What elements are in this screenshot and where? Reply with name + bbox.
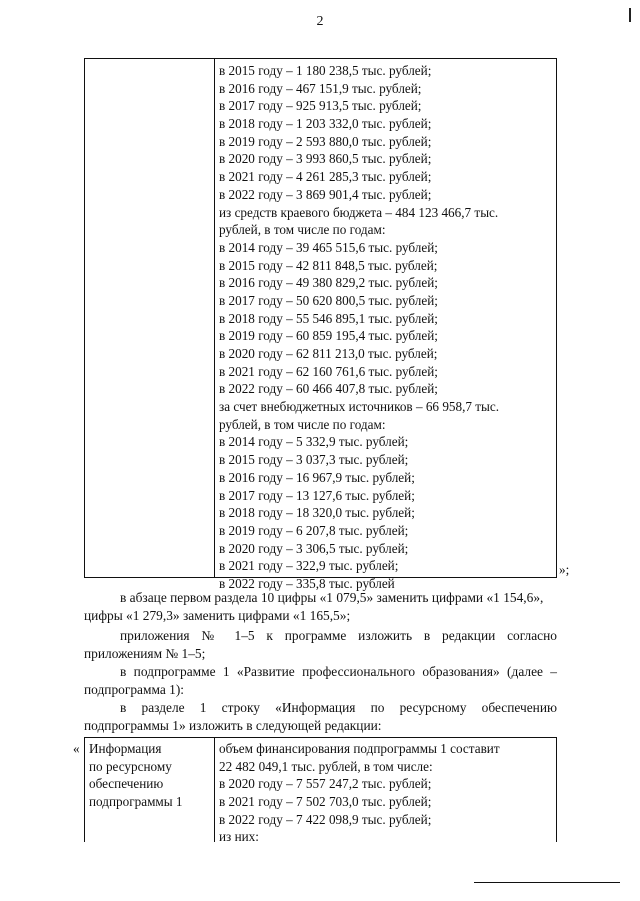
paragraph-appendices: [84, 627, 557, 662]
table-line: в 2019 году – 2 593 880,0 тыс. рублей;: [219, 133, 432, 149]
table-line: в 2021 году – 322,9 тыс. рублей;: [219, 558, 399, 574]
paragraph-line: в абзаце первом раздела 10 цифры «1 079,5» заменить цифрами «1 154,6»,: [120, 590, 544, 605]
table-column-divider: [214, 738, 215, 842]
table-line: в 2019 году – 6 207,8 тыс. рублей;: [219, 522, 409, 538]
opening-quote: «: [73, 741, 80, 756]
table-line: в 2020 году – 62 811 213,0 тыс. рублей;: [219, 346, 438, 361]
table-line: из средств краевого бюджета – 484 123 466,7 тыс.: [219, 204, 499, 220]
table-line: в 2014 году – 5 332,9 тыс. рублей;: [219, 434, 409, 450]
table-line: в 2021 году – 7 502 703,0 тыс. рублей;: [219, 794, 432, 810]
table-line: в 2020 году – 3 993 860,5 тыс. рублей;: [219, 151, 432, 167]
table-line: в 2017 году – 13 127,6 тыс. рублей;: [219, 487, 415, 503]
paragraph-line: подпрограммы 1» изложить в следующей редакции:: [84, 717, 382, 733]
table-line: в 2022 году – 3 869 901,4 тыс. рублей;: [219, 186, 432, 202]
table-line: в 2014 году – 39 465 515,6 тыс. рублей;: [219, 239, 438, 255]
table-line: в 2017 году – 925 913,5 тыс. рублей;: [219, 98, 422, 114]
table-line: в 2015 году – 3 037,3 тыс. рублей;: [219, 452, 409, 468]
paragraph-line: подпрограмма 1):: [84, 681, 184, 697]
table-line: в 2016 году – 467 151,9 тыс. рублей;: [219, 80, 422, 96]
table-line: в 2021 году – 4 261 285,3 тыс. рублей;: [219, 169, 432, 185]
closing-quote: »;: [559, 562, 570, 577]
page-number: 2: [316, 14, 324, 29]
table-line: в 2018 году – 1 203 332,0 тыс. рублей;: [219, 116, 432, 132]
paragraph-section-10: [84, 589, 557, 624]
funding-lines: [219, 62, 555, 593]
table-label-cell: [89, 740, 211, 811]
edge-mark: [629, 8, 631, 22]
paragraph-line: в подпрограмме 1 «Развитие профессионального образования» (далее –: [120, 664, 557, 679]
table-line: рублей, в том числе по годам:: [219, 416, 386, 432]
table-line: 22 482 049,1 тыс. рублей, в том числе:: [219, 758, 433, 774]
table-line: рублей, в том числе по годам:: [219, 222, 386, 238]
paragraph-line: в разделе 1 строку «Информация по ресурсному обеспечению: [120, 700, 557, 715]
table-line: в 2020 году – 7 557 247,2 тыс. рублей;: [219, 776, 432, 792]
table-column-divider: [214, 59, 215, 577]
paragraph-line: приложения № 1–5 к программе изложить в редакции согласно: [120, 628, 557, 643]
table-line: объем финансирования подпрограммы 1 составит: [219, 741, 500, 756]
paragraph-subprogram-1: [84, 663, 557, 698]
resource-table: [84, 737, 557, 845]
table-value-cell: [219, 740, 555, 846]
table-line: в 2019 году – 60 859 195,4 тыс. рублей;: [219, 328, 438, 344]
footer-rule: [474, 882, 620, 883]
table-line: в 2022 году – 7 422 098,9 тыс. рублей;: [219, 811, 432, 827]
paragraph-section-1: [84, 699, 557, 734]
table-line: в 2015 году – 42 811 848,5 тыс. рублей;: [219, 257, 438, 273]
table-line: в 2018 году – 55 546 895,1 тыс. рублей;: [219, 310, 438, 326]
table-line: в 2017 году – 50 620 800,5 тыс. рублей;: [219, 292, 438, 308]
table-line: в 2016 году – 16 967,9 тыс. рублей;: [219, 469, 415, 485]
table-line: из них:: [219, 829, 259, 845]
table-line: в 2021 году – 62 160 761,6 тыс. рублей;: [219, 363, 438, 379]
table-label-line: по ресурсному: [89, 758, 172, 774]
table-line: в 2018 году – 18 320,0 тыс. рублей;: [219, 505, 415, 521]
table-line: в 2016 году – 49 380 829,2 тыс. рублей;: [219, 275, 438, 291]
table-line: в 2022 году – 335,8 тыс. рублей: [219, 575, 395, 591]
table-label-line: подпрограммы 1: [89, 794, 183, 810]
funding-table: [84, 58, 570, 591]
table-line: в 2015 году – 1 180 238,5 тыс. рублей;: [219, 63, 432, 78]
paragraph-line: цифры «1 279,3» заменить цифрами «1 165,5»;: [84, 607, 351, 623]
table-label-line: обеспечению: [89, 776, 164, 792]
table-line: за счет внебюджетных источников – 66 958,7 тыс.: [219, 399, 500, 415]
table-line: в 2020 году – 3 306,5 тыс. рублей;: [219, 540, 409, 556]
table-line: в 2022 году – 60 466 407,8 тыс. рублей;: [219, 381, 438, 397]
table-label-line: Информация: [89, 741, 162, 756]
paragraph-line: приложениям № 1–5;: [84, 645, 206, 661]
